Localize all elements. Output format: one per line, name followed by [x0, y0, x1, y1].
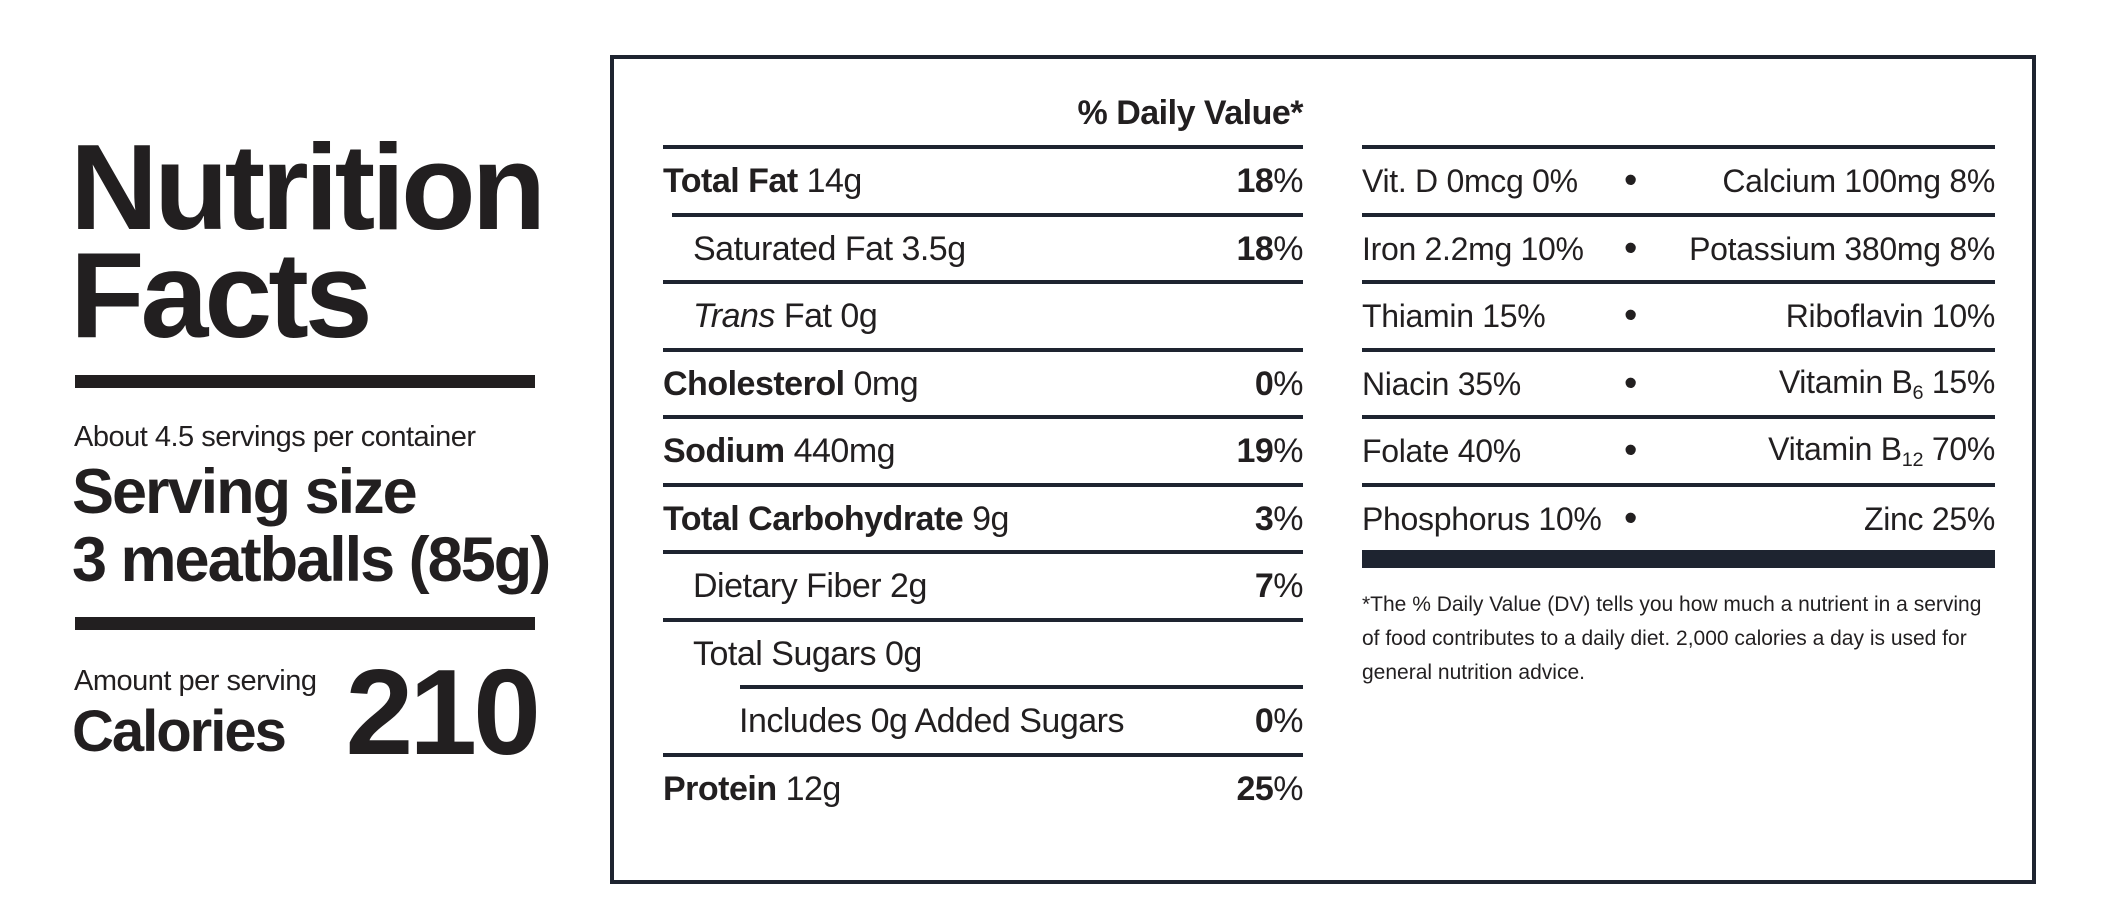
nutrient-name: Saturated Fat 3.5g — [693, 229, 966, 268]
amount-per-serving-label: Amount per serving — [74, 665, 317, 697]
micronutrient-row-thiamin-riboflavin — [1362, 284, 1995, 348]
daily-value-percent: 19% — [1236, 431, 1303, 470]
calories-value: 210 — [345, 644, 537, 780]
micronutrient-right: Riboflavin 10% — [1785, 297, 1995, 334]
nutrient-row-sodium — [663, 419, 1303, 483]
micronutrient-right: Calcium 100mg 8% — [1722, 162, 1995, 199]
nutrient-name: Includes 0g Added Sugars — [739, 701, 1124, 740]
calories-label: Calories — [72, 699, 285, 764]
title-line-2: Facts — [70, 227, 369, 363]
nutrient-name: Total Sugars 0g — [693, 634, 922, 673]
nutrient-row-total-fat — [663, 149, 1303, 213]
bullet-separator: • — [1624, 362, 1638, 405]
daily-value-footnote: *The % Daily Value (DV) tells you how much a nutrient in a serving of food contributes to a daily diet. 2,000 calories a day is used for general nutrition advice. — [1362, 593, 1982, 684]
micronutrient-row-niacin-vitaminb6 — [1362, 352, 1995, 416]
daily-value-header: % Daily Value* — [1077, 93, 1303, 132]
micronutrient-right: Vitamin $B_6$ 15% — [1778, 363, 1995, 404]
micronutrient-left: Phosphorus 10% — [1362, 500, 1602, 537]
nutrient-name: Total Fat 14g — [663, 161, 862, 200]
nutrient-row-protein — [663, 757, 1303, 821]
nutrient-name: Sodium 440mg — [663, 431, 896, 470]
micronutrient-row-phosphorus-zinc — [1362, 487, 1995, 551]
micronutrient-left: Niacin 35% — [1362, 365, 1521, 402]
bullet-separator: • — [1624, 294, 1638, 337]
daily-value-percent: 25% — [1236, 769, 1303, 808]
micronutrient-left: Folate 40% — [1362, 432, 1521, 469]
bullet-separator: • — [1624, 497, 1638, 540]
title-line-1: Nutrition — [70, 119, 543, 255]
bullet-separator: • — [1624, 159, 1638, 202]
nutrient-row-saturated-fat — [663, 217, 1303, 281]
micronutrient-right: Vitamin $B_{12}$ 70% — [1768, 430, 1995, 471]
daily-value-percent: 7% — [1254, 566, 1303, 605]
nutrient-name: Trans Fat 0g — [693, 296, 878, 335]
bullet-separator: • — [1624, 227, 1638, 270]
micronutrient-left: Thiamin 15% — [1362, 297, 1546, 334]
nutrient-row-total-carbohydrate — [663, 487, 1303, 551]
nutrient-row-cholesterol — [663, 352, 1303, 416]
daily-value-percent: 18% — [1236, 229, 1303, 268]
serving-size-value: 3 meatballs (85g) — [72, 525, 550, 595]
daily-value-percent: 3% — [1254, 499, 1303, 538]
footnote-divider-bar — [1362, 550, 1995, 568]
nutrient-row-total-sugars — [663, 622, 1303, 686]
nutrient-name: Dietary Fiber 2g — [693, 566, 927, 605]
micronutrient-row-vitd-calcium — [1362, 149, 1995, 213]
serving-size-label: Serving size — [72, 457, 416, 527]
nutrient-name: Protein 12g — [663, 769, 841, 808]
nutrient-name: Total Carbohydrate 9g — [663, 499, 1009, 538]
divider-bar-bottom — [75, 617, 535, 630]
micronutrient-right: Zinc 25% — [1864, 500, 1995, 537]
daily-value-percent: 0% — [1254, 701, 1303, 740]
divider-bar-top — [75, 375, 535, 388]
daily-value-percent: 0% — [1254, 364, 1303, 403]
bullet-separator: • — [1624, 429, 1638, 472]
nutrient-row-added-sugars — [663, 689, 1303, 753]
nutrient-row-trans-fat — [663, 284, 1303, 348]
servings-per-container: About 4.5 servings per container — [74, 421, 476, 453]
micronutrient-row-folate-vitaminb12 — [1362, 419, 1995, 483]
micronutrient-left: Vit. D 0mcg 0% — [1362, 162, 1578, 199]
micronutrient-row-iron-potassium — [1362, 217, 1995, 281]
nutrient-name: Cholesterol 0mg — [663, 364, 919, 403]
micronutrient-left: Iron 2.2mg 10% — [1362, 230, 1584, 267]
micronutrient-right: Potassium 380mg 8% — [1689, 230, 1995, 267]
daily-value-percent: 18% — [1236, 161, 1303, 200]
nutrient-row-dietary-fiber — [663, 554, 1303, 618]
